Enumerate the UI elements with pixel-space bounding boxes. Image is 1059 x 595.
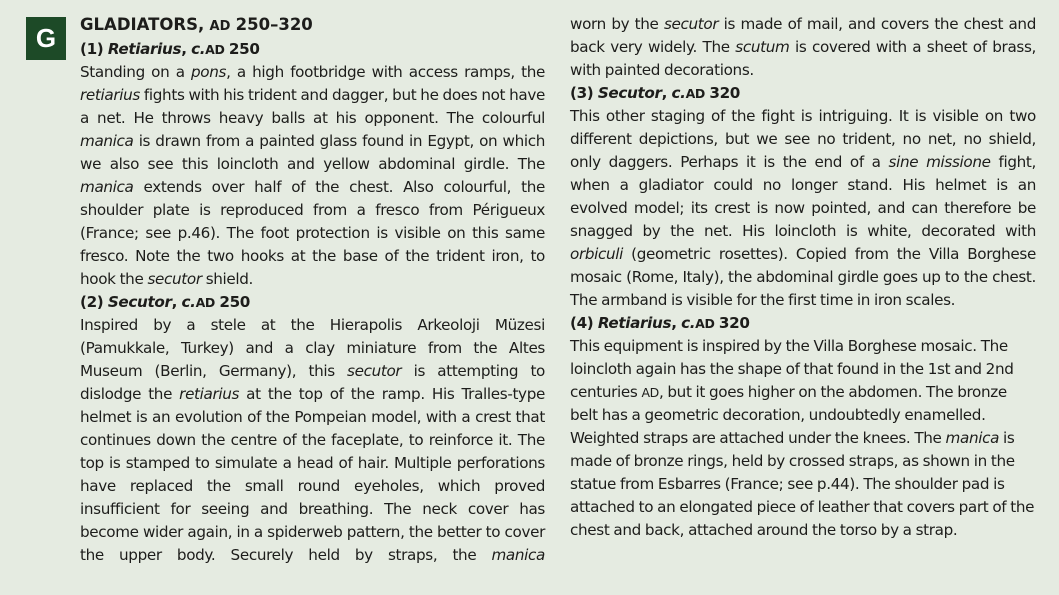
section-1-body: Standing on a pons, a high footbridge with access ramps, the retiarius fights with his trident and dagger, but he does not have a net. He throws heavy balls at his opponent. The colourful manica is drawn from a painted glass found in Egypt, on which we also see this loincloth and yellow abdominal girdle. The manica extends over half of the chest. Also colourful, the shoulder plate is reproduced from a fresco from Périgueux (France; see p.46). The foot protection is visible on this same fresco. Note the two hooks at the base of the trident iron, to hook the secutor shield.: [80, 63, 545, 288]
plate-title: GLADIATORS, AD 250–320: [80, 15, 313, 34]
section-3-heading: (3) Secutor, c.AD 320: [570, 84, 741, 102]
plate-letter-badge: G: [26, 17, 66, 60]
section-2-body-part1: Inspired by a stele at the Hierapolis Arkeoloji Müzesi (Pamukkale, Turkey) and a clay miniature from the Altes Museum (Berlin, Germany), this secutor is attempting to dislodge the retiarius at the top of the ramp. His Tralles-type helmet is an evolution of the Pompeian model, with a crest that continues down the centre of the faceplate, to reinforce it. The top is stamped to simulate a head of hair. Multiple perforations have replaced the small round eyeholes, which proved insufficient for seeing and breathing. The neck cover has become wider again, in a spiderweb pattern, the better to cover the upper body. Securely held by straps, the manica: [80, 316, 545, 564]
section-2-body-part2: worn by the secutor is made of mail, and covers the chest and back very widely. The scutum is covered with a sheet of brass, with painted decorations.: [570, 15, 1036, 79]
right-column: [570, 13, 1036, 542]
section-2-heading: (2) Secutor, c.AD 250: [80, 293, 251, 311]
section-4-body: This equipment is inspired by the Villa Borghese mosaic. The loincloth again has the shape of that found in the 1st and 2nd centuries AD, but it goes higher on the abdomen. The bronze belt has a geometric decoration, undoubtedly enamelled. Weighted straps are attached under the knees. The manica is made of bronze rings, held by crossed straps, as shown in the statue from Esbarres (France; see p.44). The shoulder pad is attached to an elongated piece of leather that covers part of the chest and back, attached around the torso by a strap.: [570, 337, 1035, 539]
section-4-heading: (4) Retiarius, c.AD 320: [570, 314, 750, 332]
section-1-heading: (1) Retiarius, c.AD 250: [80, 40, 260, 58]
section-3-body: This other staging of the fight is intriguing. It is visible on two different depictions, but we see no trident, no net, no shield, only daggers. Perhaps it is the end of a sine missione fight, when a gladiator could no longer stand. His helmet is an evolved model; its crest is now pointed, and can therefore be snagged by the net. His loincloth is white, decorated with orbiculi (geometric rosettes). Copied from the Villa Borghese mosaic (Rome, Italy), the abdominal girdle goes up to the chest. The armband is visible for the first time in iron scales.: [570, 107, 1036, 309]
left-column: [80, 13, 545, 567]
